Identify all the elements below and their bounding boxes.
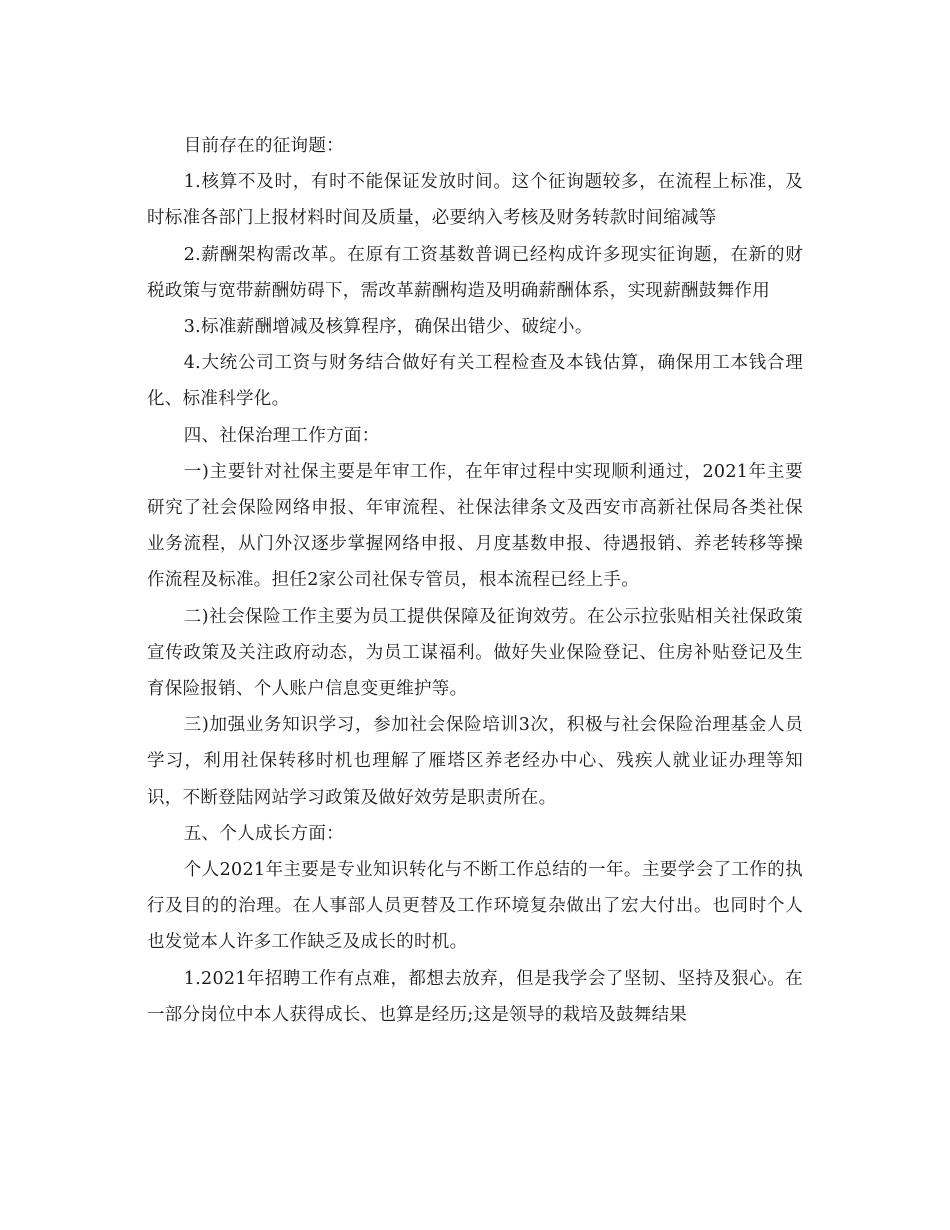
section-heading-personal-growth: 五、个人成长方面： <box>183 823 344 844</box>
paragraph-personal-growth-summary: 个人2021年主要是专业知识转化与不断工作总结的一年。主要学会了工作的执行及目的的治理。在人事部人员更替及工作环境复杂做出了宏大付出。也同时个人也发觉本人许多工作缺乏及成长的时机。 <box>147 860 803 953</box>
section-heading-social-insurance: 四、社保治理工作方面： <box>183 425 380 446</box>
paragraph-issue-4: 4.大统公司工资与财务结合做好有关工程检查及本钱估算，确保用工本钱合理化、标准科学化。 <box>147 353 803 410</box>
section-heading-existing-issues: 目前存在的征询题： <box>183 136 344 156</box>
paragraph-personal-growth-1: 1.2021年招聘工作有点难，都想去放弃，但是我学会了坚韧、坚持及狠心。在一部分岗位中本人获得成长、也算是经历;这是领导的栽培及鼓舞结果 <box>147 968 803 1025</box>
paragraph-social-insurance-2: 二)社会保险工作主要为员工提供保障及征询效劳。在公示拉张贴相关社保政策宣传政策及关注政府动态，为员工谋福利。做好失业保险登记、住房补贴登记及生育保险报销、个人账户信息变更维护等。 <box>147 606 803 700</box>
paragraph-social-insurance-3: 三)加强业务知识学习，参加社会保险培训3次，积极与社会保险治理基金人员学习，利用社保转移时机也理解了雁塔区养老经办中心、残疾人就业证办理等知识，不断登陆网站学习政策及做好效劳是职责所在。 <box>147 715 803 808</box>
paragraph-social-insurance-1: 一)主要针对社保主要是年审工作，在年审过程中实现顺利通过，2021年主要研究了社会保险网络申报、年审流程、社保法律条文及西安市高新社保局各类社保业务流程，从门外汉逐步掌握网络申报、月度基数申报、待遇报销、养老转移等操作流程及标准。担任2家公司社保专管员，根本流程已经上手。 <box>147 461 803 591</box>
paragraph-issue-1: 1.核算不及时，有时不能保证发放时间。这个征询题较多，在流程上标准，及时标准各部门上报材料时间及质量，必要纳入考核及财务转款时间缩减等 <box>147 172 803 229</box>
document-body <box>147 128 803 1033</box>
paragraph-issue-2: 2.薪酬架构需改革。在原有工资基数普调已经构成许多现实征询题，在新的财税政策与宽带薪酬妨碍下，需改革薪酬构造及明确薪酬体系，实现薪酬鼓舞作用 <box>147 244 803 301</box>
paragraph-issue-3: 3.标准薪酬增减及核算程序，确保出错少、破绽小。 <box>183 317 593 338</box>
